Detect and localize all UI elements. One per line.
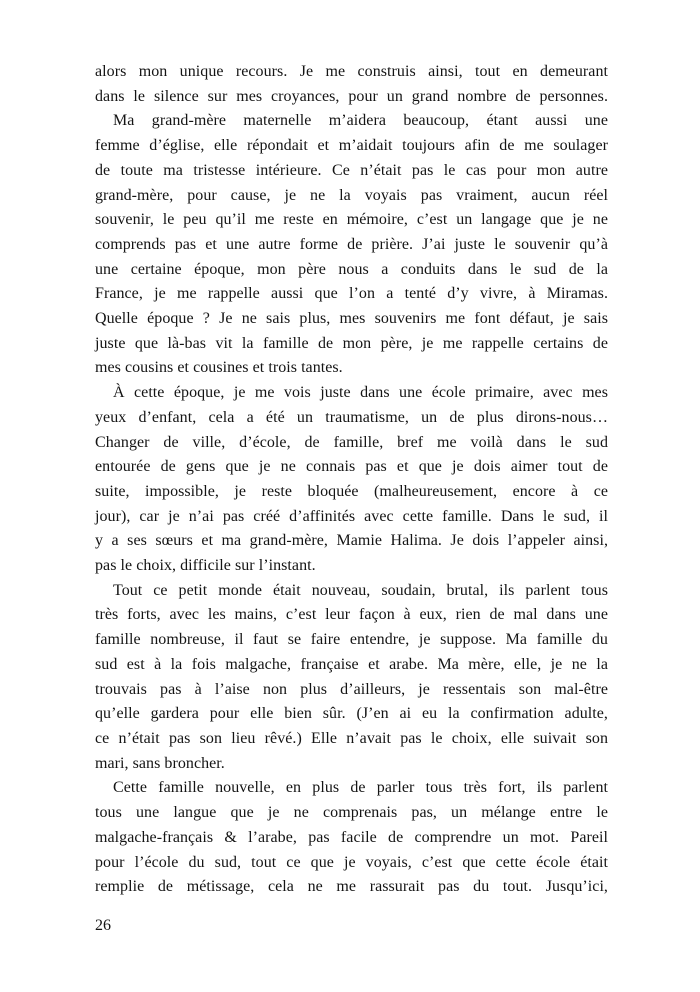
text-line: grand-mère, pour cause, je ne la voyais pas vraiment, aucun réel	[95, 186, 608, 204]
text-line: femme d’église, elle répondait et m’aidait toujours afin de me soulager	[95, 137, 608, 155]
text-line: de toute ma tristesse intérieure. Ce n’était pas le cas pour mon autre	[95, 161, 608, 179]
text-line: souvenir, le peu qu’il me reste en mémoire, c’est un langage que je ne	[95, 211, 608, 229]
paragraph	[95, 381, 608, 579]
text-line: Cette famille nouvelle, en plus de parler tous très fort, ils parlent	[113, 779, 608, 797]
paragraph	[95, 109, 608, 381]
text-line: dans le silence sur mes croyances, pour un grand nombre de personnes.	[95, 87, 608, 105]
body-text	[95, 60, 608, 900]
text-line: tous une langue que je ne comprenais pas, un mélange entre le	[95, 804, 608, 822]
text-line: mari, sans broncher.	[95, 754, 225, 772]
text-line: qu’elle gardera pour elle bien sûr. (J’en ai eu la confirmation adulte,	[95, 705, 608, 723]
text-line: yeux d’enfant, cela a été un traumatisme, un de plus dirons-nous…	[95, 408, 608, 426]
text-line: très forts, avec les mains, c’est leur façon à eux, rien de mal dans une	[95, 606, 608, 624]
text-line: suite, impossible, je reste bloquée (malheureusement, encore à ce	[95, 482, 608, 500]
text-line: sud est à la fois malgache, française et arabe. Ma mère, elle, je ne la	[95, 655, 608, 673]
text-line: remplie de métissage, cela ne me rassurait pas du tout. Jusqu’ici,	[95, 878, 608, 896]
text-line: À cette époque, je me vois juste dans une école primaire, avec mes	[113, 384, 608, 402]
text-line: une certaine époque, mon père nous a conduits dans le sud de la	[95, 260, 608, 278]
text-line: mes cousins et cousines et trois tantes.	[95, 359, 343, 377]
paragraph	[95, 776, 608, 900]
text-line: Changer de ville, d’école, de famille, bref me voilà dans le sud	[95, 433, 608, 451]
text-line: France, je me rappelle aussi que l’on a tenté d’y vivre, à Miramas.	[95, 285, 608, 303]
text-line: ce n’était pas son lieu rêvé.) Elle n’avait pas le choix, elle suivait son	[95, 729, 608, 747]
text-line: pour l’école du sud, tout ce que je voyais, c’est que cette école était	[95, 853, 608, 871]
text-line: Tout ce petit monde était nouveau, soudain, brutal, ils parlent tous	[113, 581, 608, 599]
text-line: jour), car je n’ai pas créé d’affinités avec cette famille. Dans le sud, il	[95, 507, 608, 525]
text-line: famille nombreuse, il faut se faire entendre, je suppose. Ma famille du	[95, 631, 608, 649]
paragraph	[95, 60, 608, 109]
text-line: y a ses sœurs et ma grand-mère, Mamie Halima. Je dois l’appeler ainsi,	[95, 532, 608, 550]
text-line: malgache-français & l’arabe, pas facile de comprendre un mot. Pareil	[95, 828, 608, 846]
text-line: Ma grand-mère maternelle m’aidera beaucoup, étant aussi une	[113, 112, 608, 130]
text-line: trouvais pas à l’aise non plus d’ailleurs, je ressentais son mal-être	[95, 680, 608, 698]
text-line: Quelle époque ? Je ne sais plus, mes souvenirs me font défaut, je sais	[95, 310, 608, 328]
text-line: entourée de gens que je ne connais pas et que je dois aimer tout de	[95, 458, 608, 476]
text-line: alors mon unique recours. Je me construis ainsi, tout en demeurant	[95, 63, 608, 80]
text-line: comprends pas et une autre forme de prière. J’ai juste le souvenir qu’à	[95, 235, 608, 253]
page-number: 26	[95, 917, 111, 934]
text-line: pas le choix, difficile sur l’instant.	[95, 557, 316, 575]
text-line: juste que là-bas vit la famille de mon père, je me rappelle certains de	[95, 334, 608, 352]
paragraph	[95, 579, 608, 777]
